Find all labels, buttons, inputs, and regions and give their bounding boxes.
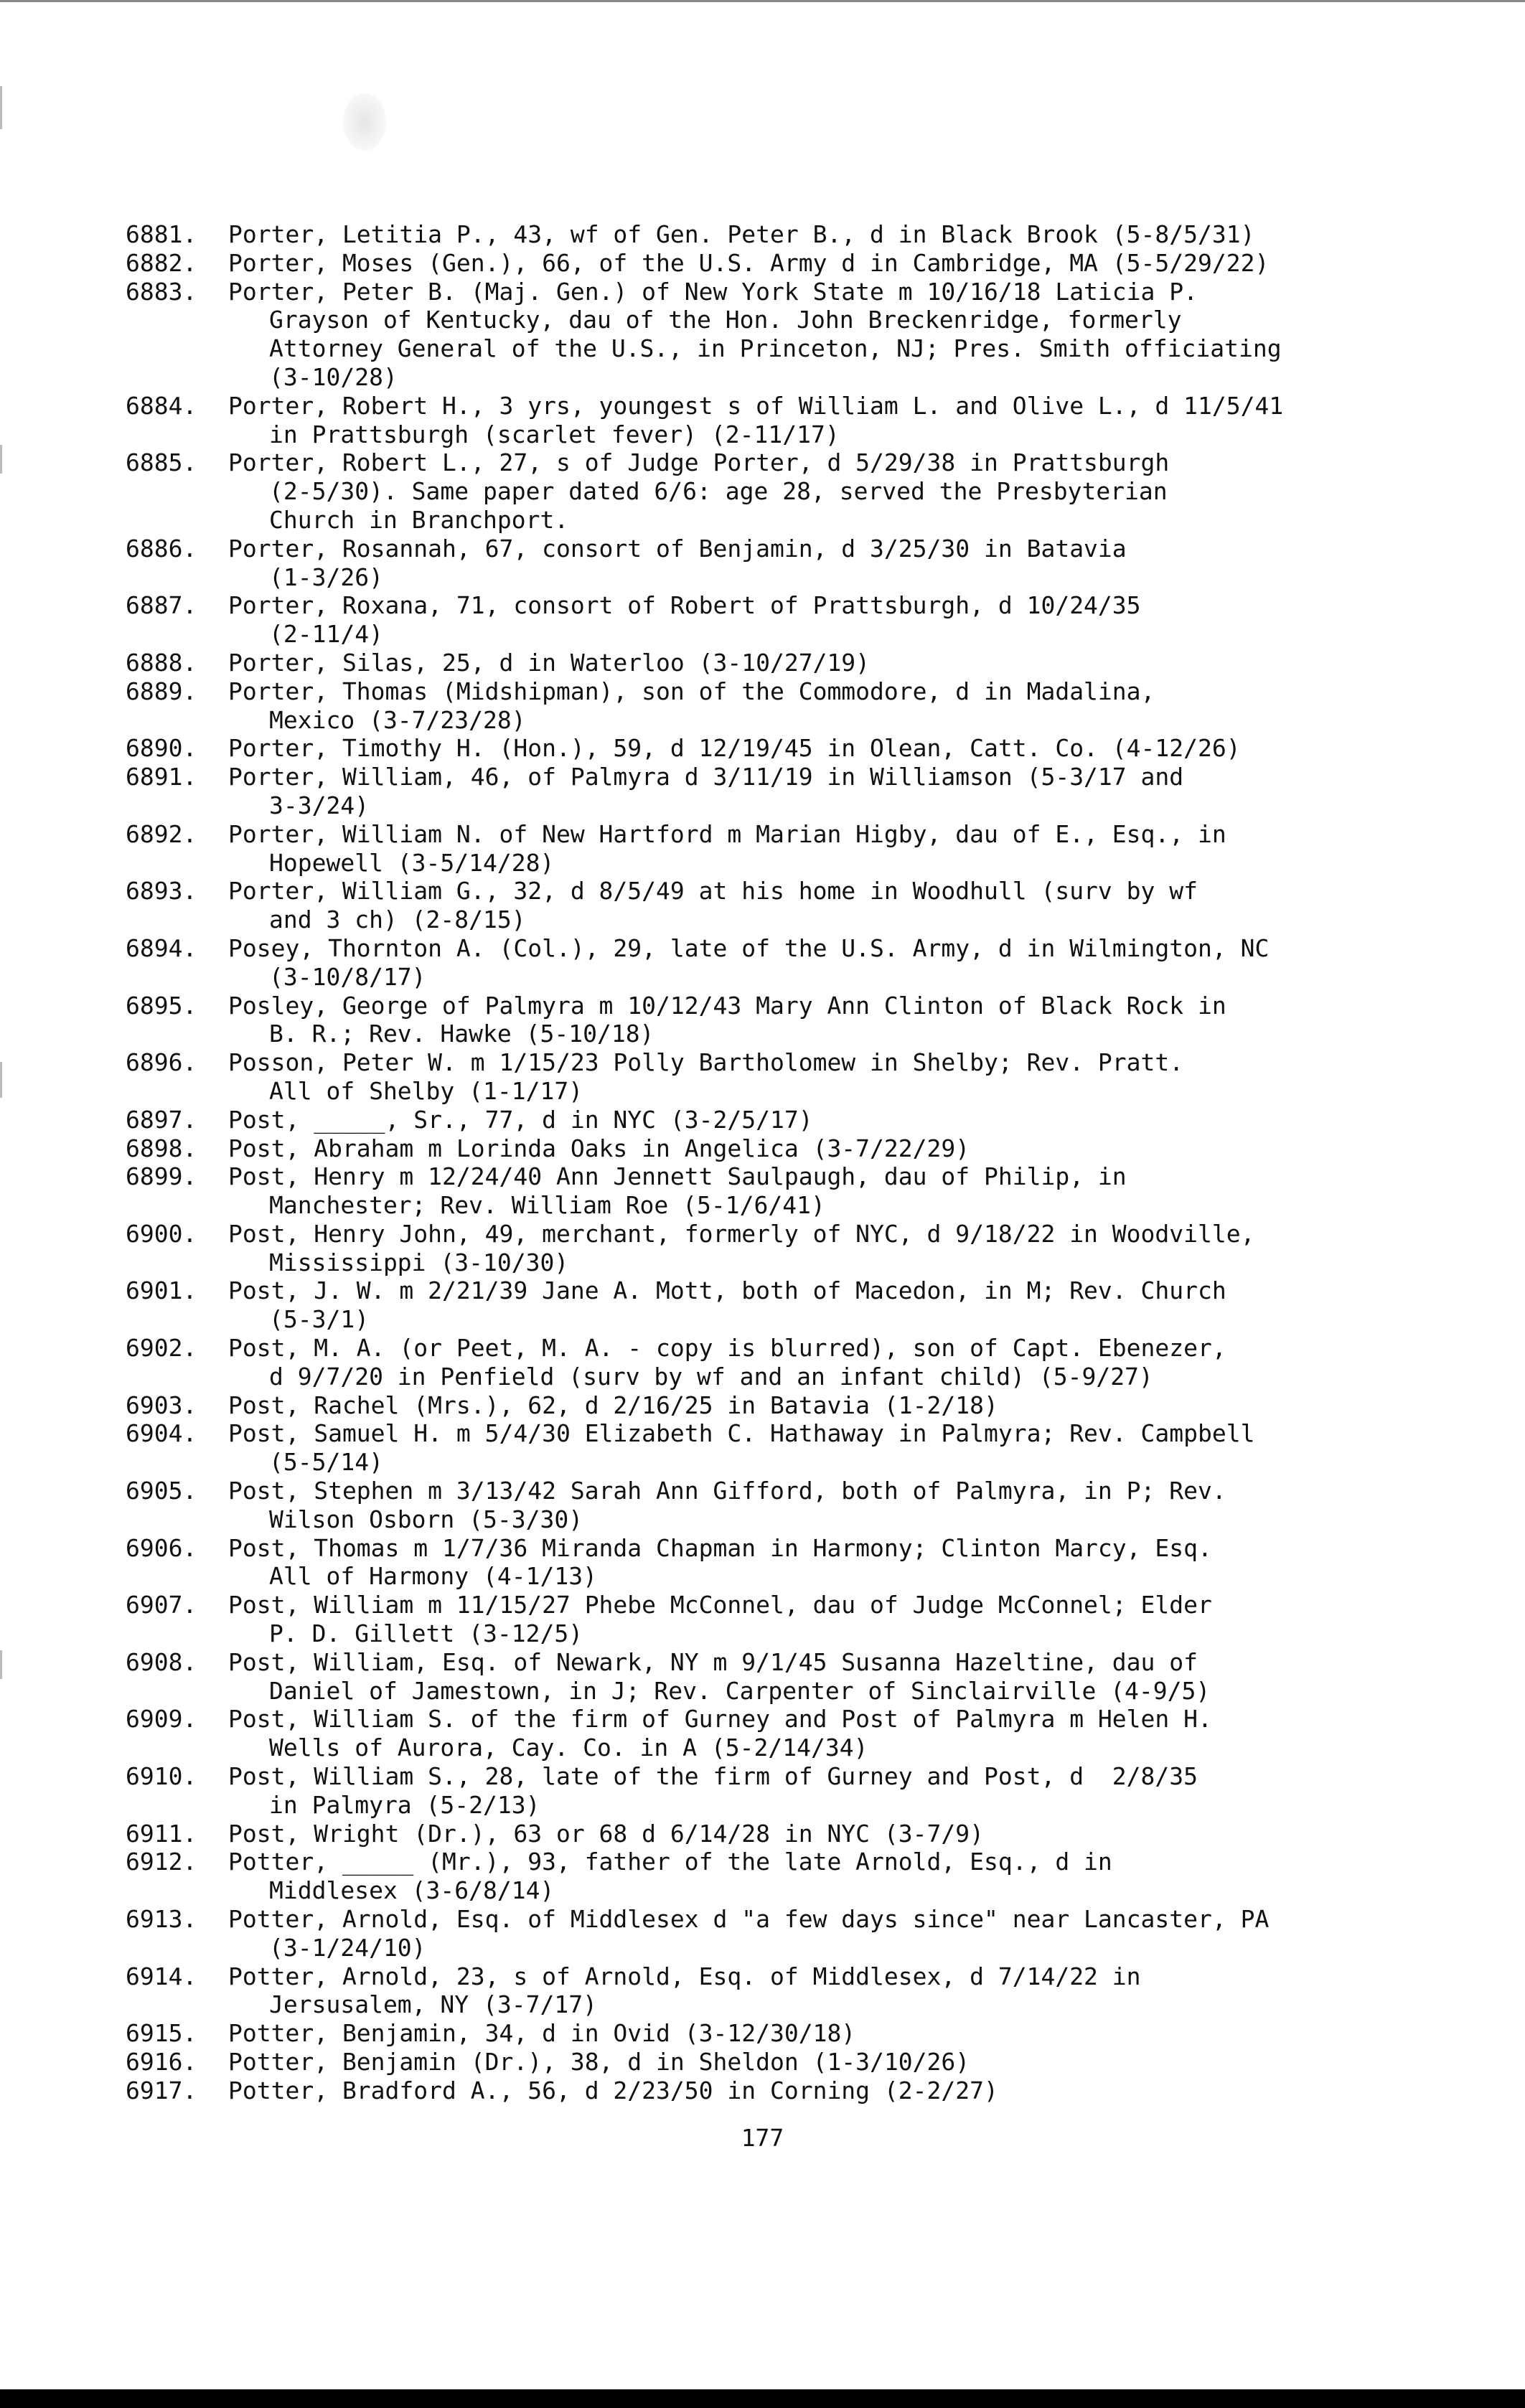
entry-line: Potter, Bradford A., 56, d 2/23/50 in Corning (2-2/27) <box>228 2076 998 2104</box>
entry <box>126 1134 1489 1163</box>
entry-line: Potter, Arnold, Esq. of Middlesex d "a few days since" near Lancaster, PA <box>228 1905 1270 1934</box>
entry <box>126 1162 1489 1220</box>
entry-text <box>228 763 1489 820</box>
entry-text <box>228 1048 1489 1106</box>
entry-continuation-line: (2-5/30). Same paper dated 6/6: age 28, served the Presbyterian <box>269 477 1168 506</box>
entry-number: 6883. <box>126 277 197 306</box>
entry-number: 6911. <box>126 1819 197 1848</box>
entry-line: Post, Abraham m Lorinda Oaks in Angelica (3-7/22/29) <box>228 1134 970 1162</box>
entry-number: 6909. <box>126 1705 197 1734</box>
entry <box>126 448 1489 534</box>
entry-number: 6913. <box>126 1905 197 1934</box>
entry-text <box>228 1962 1489 2020</box>
entry-number: 6912. <box>126 1848 197 1876</box>
entry-continuation-line: Mexico (3-7/23/28) <box>269 705 526 734</box>
entry-line: Post, William, Esq. of Newark, NY m 9/1/45 Susanna Hazeltine, dau of <box>228 1647 1198 1676</box>
entry-number: 6917. <box>126 2076 197 2104</box>
entry-number: 6901. <box>126 1276 197 1305</box>
entry-number: 6906. <box>126 1533 197 1562</box>
entry <box>126 249 1489 278</box>
entry-text <box>228 535 1489 592</box>
entry-line: Post, Rachel (Mrs.), 62, d 2/16/25 in Batavia (1-2/18) <box>228 1391 998 1419</box>
entry <box>126 1534 1489 1591</box>
entry-text <box>228 2077 1489 2105</box>
entry-text <box>228 877 1489 934</box>
entry-line: Potter, Benjamin, 34, d in Ovid (3-12/30/18) <box>228 2019 856 2048</box>
entry-continuation-line: (1-3/26) <box>269 563 383 591</box>
entry-line: Potter, Arnold, 23, s of Arnold, Esq. of Middlesex, d 7/14/22 in <box>228 1962 1141 1990</box>
entry-text <box>228 1334 1489 1391</box>
entry-number: 6894. <box>126 933 197 962</box>
entry-text <box>228 1391 1489 1420</box>
entry-continuation-line: 3-3/24) <box>269 791 370 819</box>
entry-text <box>228 1276 1489 1334</box>
entry-continuation-line: in Palmyra (5-2/13) <box>269 1790 540 1819</box>
entry-number: 6915. <box>126 2019 197 2048</box>
entry-continuation-line: P. D. Gillett (3-12/5) <box>269 1619 583 1648</box>
entry-text <box>228 1220 1489 1277</box>
entry <box>126 1820 1489 1848</box>
entry <box>126 1648 1489 1706</box>
entry-number: 6904. <box>126 1419 197 1448</box>
entry <box>126 1591 1489 1648</box>
entry-text <box>228 392 1489 449</box>
entry-number: 6914. <box>126 1962 197 1990</box>
entry-continuation-line: Jersusalem, NY (3-7/17) <box>269 1990 597 2019</box>
entry-continuation-line: All of Harmony (4-1/13) <box>269 1562 597 1591</box>
entry <box>126 535 1489 592</box>
entry <box>126 2048 1489 2077</box>
entry <box>126 763 1489 820</box>
entry-number: 6897. <box>126 1105 197 1134</box>
entry-line: Post, William m 11/15/27 Phebe McConnel, dau of Judge McConnel; Elder <box>228 1591 1212 1619</box>
entry-line: Porter, William G., 32, d 8/5/49 at his home in Woodhull (surv by wf <box>228 877 1198 906</box>
entry-text <box>228 1419 1489 1477</box>
entry <box>126 1762 1489 1820</box>
entry-line: Post, William S., 28, late of the firm of Gurney and Post, d 2/8/35 <box>228 1762 1198 1791</box>
entry-line: Posson, Peter W. m 1/15/23 Polly Bartholomew in Shelby; Rev. Pratt. <box>228 1048 1184 1077</box>
entry-line: Post, William S. of the firm of Gurney and Post of Palmyra m Helen H. <box>228 1705 1212 1734</box>
entry-continuation-line: and 3 ch) (2-8/15) <box>269 906 526 934</box>
entry-continuation-line: Daniel of Jamestown, in J; Rev. Carpenter of Sinclairville (4-9/5) <box>269 1676 1211 1705</box>
entry-continuation-line: Manchester; Rev. William Roe (5-1/6/41) <box>269 1191 825 1220</box>
entry-number: 6888. <box>126 648 197 677</box>
entry-continuation-line: All of Shelby (1-1/17) <box>269 1076 583 1105</box>
entry-text <box>228 1705 1489 1762</box>
entry-continuation-line: (3-10/28) <box>269 362 398 391</box>
entry-line: Post, Thomas m 1/7/36 Miranda Chapman in Harmony; Clinton Marcy, Esq. <box>228 1533 1212 1562</box>
entry-line: Porter, Peter B. (Maj. Gen.) of New York State m 10/16/18 Laticia P. <box>228 277 1198 306</box>
entry-line: Potter, Benjamin (Dr.), 38, d in Sheldon (1-3/10/26) <box>228 2048 970 2076</box>
entry-line: Post, Henry John, 49, merchant, formerly of NYC, d 9/18/22 in Woodville, <box>228 1219 1255 1248</box>
entry-number: 6902. <box>126 1334 197 1363</box>
entry <box>126 278 1489 392</box>
entry-continuation-line: d 9/7/20 in Penfield (surv by wf and an infant child) (5-9/27) <box>269 1362 1153 1391</box>
entry-number: 6896. <box>126 1048 197 1077</box>
entry-line: Post, Samuel H. m 5/4/30 Elizabeth C. Hathaway in Palmyra; Rev. Campbell <box>228 1419 1255 1448</box>
entry <box>126 1905 1489 1962</box>
entry-line: Porter, Letitia P., 43, wf of Gen. Peter B., d in Black Brook (5-8/5/31) <box>228 220 1255 248</box>
entry-text <box>228 677 1489 735</box>
entry-number: 6900. <box>126 1219 197 1248</box>
entry-continuation-line: Hopewell (3-5/14/28) <box>269 848 555 877</box>
entry <box>126 1962 1489 2020</box>
entry-continuation-line: in Prattsburgh (scarlet fever) (2-11/17) <box>269 420 840 448</box>
entry-number: 6887. <box>126 591 197 620</box>
entry-line: Post, Stephen m 3/13/42 Sarah Ann Gifford, both of Palmyra, in P; Rev. <box>228 1477 1226 1505</box>
entry-continuation-line: (2-11/4) <box>269 620 383 649</box>
entry-line: Porter, Robert H., 3 yrs, youngest s of William L. and Olive L., d 11/5/41 <box>228 391 1284 420</box>
entry-line: Post, Henry m 12/24/40 Ann Jennett Saulpaugh, dau of Philip, in <box>228 1162 1127 1191</box>
entry <box>126 2077 1489 2105</box>
entry-number: 6895. <box>126 991 197 1020</box>
entry-continuation-line: Attorney General of the U.S., in Princeton, NJ; Pres. Smith officiating <box>269 334 1282 363</box>
entry-number: 6889. <box>126 677 197 705</box>
entry-continuation-line: Middlesex (3-6/8/14) <box>269 1876 555 1905</box>
entry-number: 6885. <box>126 448 197 477</box>
entry-number: 6916. <box>126 2048 197 2076</box>
entry <box>126 992 1489 1049</box>
entry-number: 6908. <box>126 1647 197 1676</box>
entry-continuation-line: (3-1/24/10) <box>269 1933 426 1962</box>
entry <box>126 649 1489 677</box>
entry-number: 6886. <box>126 534 197 563</box>
entry-number: 6907. <box>126 1591 197 1619</box>
entry-continuation-line: (5-5/14) <box>269 1448 383 1477</box>
entry-text <box>228 220 1489 249</box>
entry <box>126 1106 1489 1134</box>
entry-number: 6899. <box>126 1162 197 1191</box>
entry-text <box>228 448 1489 534</box>
entry-text <box>228 1648 1489 1706</box>
entry <box>126 877 1489 934</box>
scan-smudge <box>343 93 386 151</box>
entry-text <box>228 2048 1489 2077</box>
entry-line: Post, _____, Sr., 77, d in NYC (3-2/5/17) <box>228 1105 813 1134</box>
entry-continuation-line: Grayson of Kentucky, dau of the Hon. John Breckenridge, formerly <box>269 306 1182 334</box>
entry-text <box>228 1106 1489 1134</box>
entry-line: Porter, Silas, 25, d in Waterloo (3-10/27/19) <box>228 648 871 677</box>
entry <box>126 1419 1489 1477</box>
entry-line: Porter, Rosannah, 67, consort of Benjamin, d 3/25/30 in Batavia <box>228 534 1127 563</box>
entry-continuation-line: Church in Branchport. <box>269 505 569 534</box>
entry-number: 6892. <box>126 819 197 848</box>
entry-text <box>228 1591 1489 1648</box>
entry-text <box>228 2019 1489 2048</box>
entry-text <box>228 1762 1489 1820</box>
entry <box>126 820 1489 878</box>
entry-number: 6884. <box>126 391 197 420</box>
entry <box>126 1477 1489 1534</box>
entry <box>126 2019 1489 2048</box>
entry-line: Posley, George of Palmyra m 10/12/43 Mary Ann Clinton of Black Rock in <box>228 991 1226 1020</box>
entry-line: Porter, Robert L., 27, s of Judge Porter, d 5/29/38 in Prattsburgh <box>228 448 1170 477</box>
entry-continuation-line: (3-10/8/17) <box>269 962 426 991</box>
scan-top-edge <box>0 0 1525 2</box>
entry-text <box>228 1162 1489 1220</box>
entry-line: Post, M. A. (or Peet, M. A. - copy is blurred), son of Capt. Ebenezer, <box>228 1334 1226 1363</box>
entry-continuation-line: B. R.; Rev. Hawke (5-10/18) <box>269 1020 654 1048</box>
entry <box>126 1334 1489 1391</box>
entry-line: Porter, William N. of New Hartford m Marian Higby, dau of E., Esq., in <box>228 819 1226 848</box>
entry-line: Porter, Thomas (Midshipman), son of the Commodore, d in Madalina, <box>228 677 1155 705</box>
entry <box>126 1220 1489 1277</box>
entry-text <box>228 992 1489 1049</box>
entry-number: 6898. <box>126 1134 197 1162</box>
entry <box>126 734 1489 763</box>
entry-text <box>228 649 1489 677</box>
entry-list <box>126 220 1489 2105</box>
entry-text <box>228 278 1489 392</box>
entry <box>126 1705 1489 1762</box>
scan-left-edge <box>0 0 3 2389</box>
entry-text <box>228 934 1489 992</box>
entry-number: 6890. <box>126 734 197 763</box>
entry-line: Porter, Roxana, 71, consort of Robert of Prattsburgh, d 10/24/35 <box>228 591 1141 620</box>
entry <box>126 1276 1489 1334</box>
entry-text <box>228 820 1489 878</box>
entry-line: Posey, Thornton A. (Col.), 29, late of the U.S. Army, d in Wilmington, NC <box>228 933 1270 962</box>
entry <box>126 934 1489 992</box>
entry-text <box>228 1905 1489 1962</box>
entry-continuation-line: Mississippi (3-10/30) <box>269 1248 569 1276</box>
entry-number: 6910. <box>126 1762 197 1791</box>
entry-number: 6891. <box>126 763 197 791</box>
entry <box>126 677 1489 735</box>
entry <box>126 1048 1489 1106</box>
entry-line: Post, Wright (Dr.), 63 or 68 d 6/14/28 in NYC (3-7/9) <box>228 1819 984 1848</box>
entry-continuation-line: (5-3/1) <box>269 1305 370 1334</box>
entry-line: Porter, Timothy H. (Hon.), 59, d 12/19/45 in Olean, Catt. Co. (4-12/26) <box>228 734 1241 763</box>
entry-number: 6893. <box>126 877 197 906</box>
entry-text <box>228 1534 1489 1591</box>
entry <box>126 1391 1489 1420</box>
entry <box>126 220 1489 249</box>
entry-text <box>228 1820 1489 1848</box>
entry-text <box>228 1477 1489 1534</box>
entry <box>126 1848 1489 1905</box>
entry-number: 6882. <box>126 248 197 277</box>
entry-text <box>228 249 1489 278</box>
entry-text <box>228 1848 1489 1905</box>
entry-line: Post, J. W. m 2/21/39 Jane A. Mott, both of Macedon, in M; Rev. Church <box>228 1276 1226 1305</box>
entry-line: Porter, William, 46, of Palmyra d 3/11/19 in Williamson (5-3/17 and <box>228 763 1184 791</box>
entry-line: Potter, _____ (Mr.), 93, father of the late Arnold, Esq., d in <box>228 1848 1112 1876</box>
entry <box>126 591 1489 649</box>
scan-bottom-edge <box>0 2389 1525 2408</box>
entry-continuation-line: Wells of Aurora, Cay. Co. in A (5-2/14/34) <box>269 1734 868 1762</box>
entry-line: Porter, Moses (Gen.), 66, of the U.S. Army d in Cambridge, MA (5-5/29/22) <box>228 248 1270 277</box>
entry-text <box>228 734 1489 763</box>
entry-text <box>228 591 1489 649</box>
entry-text <box>228 1134 1489 1163</box>
entry-number: 6905. <box>126 1477 197 1505</box>
entry-number: 6881. <box>126 220 197 248</box>
page-number: 177 <box>741 2124 784 2152</box>
entry-continuation-line: Wilson Osborn (5-3/30) <box>269 1505 583 1533</box>
entry-number: 6903. <box>126 1391 197 1419</box>
entry <box>126 392 1489 449</box>
